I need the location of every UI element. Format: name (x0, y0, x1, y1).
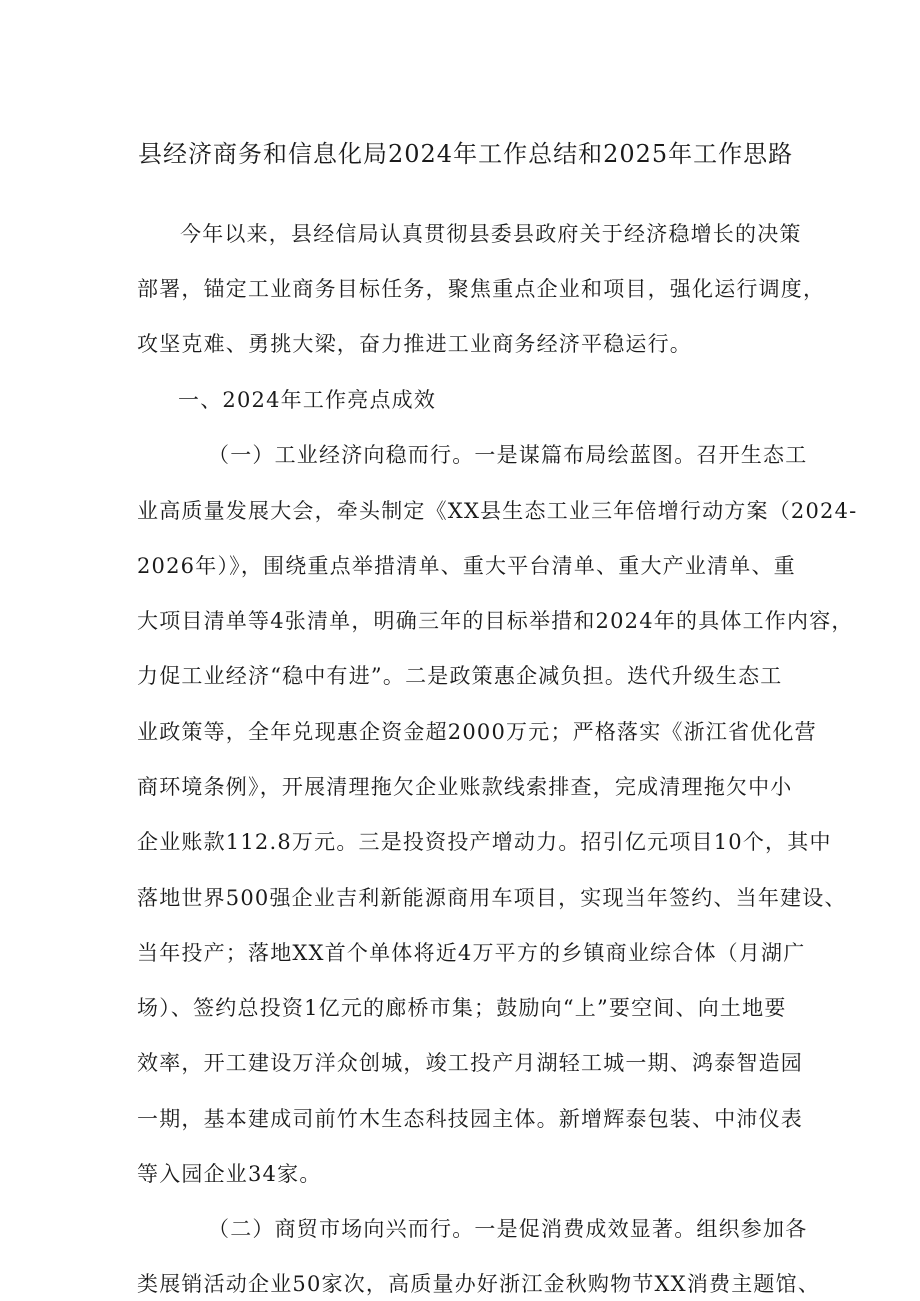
paragraph-line: 当年投产；落地XX首个单体将近4万平方的乡镇商业综合体（月湖广 (137, 941, 806, 965)
paragraph-line: 等入园企业34家。 (137, 1162, 322, 1186)
section-heading: 一、2024年工作亮点成效 (178, 388, 437, 412)
paragraph-line: 大项目清单等4张清单，明确三年的目标举措和2024年的具体工作内容， (137, 609, 854, 633)
paragraph-line: 商环境条例》，开展清理拖欠企业账款线索排查，完成清理拖欠中小 (137, 775, 793, 799)
paragraph-line: 今年以来，县经信局认真贯彻县委县政府关于经济稳增长的决策 (180, 222, 802, 246)
paragraph-line: 企业账款112.8万元。三是投资投产增动力。招引亿元项目10个，其中 (137, 830, 832, 854)
paragraph-line: 一期，基本建成司前竹木生态科技园主体。新增辉泰包装、中沛仪表 (137, 1107, 803, 1131)
paragraph-line: 场）、签约总投资1亿元的廊桥市集；鼓励向“上”要空间、向土地要 (137, 996, 787, 1020)
paragraph-line: 落地世界500强企业吉利新能源商用车项目，实现当年签约、当年建设、 (137, 886, 847, 910)
paragraph-line: 业政策等，全年兑现惠企资金超2000万元；严格落实《浙江省优化营 (137, 720, 817, 744)
paragraph-line: （二）商贸市场向兴而行。一是促消费成效显著。组织参加各 (208, 1217, 808, 1241)
paragraph-line: 类展销活动企业50家次，高质量办好浙江金秋购物节XX消费主题馆、 (137, 1272, 821, 1296)
paragraph-line: 力促工业经济“稳中有进”。二是政策惠企减负担。迭代升级生态工 (137, 664, 783, 688)
paragraph-line: 2026年）》，围绕重点举措清单、重大平台清单、重大产业清单、重 (137, 554, 796, 578)
paragraph-line: 业高质量发展大会，牵头制定《XX县生态工业三年倍增行动方案（2024- (137, 499, 858, 523)
paragraph-line: 部署，锚定工业商务目标任务，聚焦重点企业和项目，强化运行调度， (137, 277, 826, 301)
paragraph-line: （一）工业经济向稳而行。一是谋篇布局绘蓝图。召开生态工 (208, 443, 808, 467)
paragraph-line: 效率，开工建设万洋众创城，竣工投产月湖轻工城一期、鸿泰智造园 (137, 1051, 803, 1075)
document-title: 县经济商务和信息化局2024年工作总结和2025年工作思路 (138, 140, 794, 168)
paragraph-line: 攻坚克难、勇挑大梁，奋力推进工业商务经济平稳运行。 (137, 332, 692, 356)
